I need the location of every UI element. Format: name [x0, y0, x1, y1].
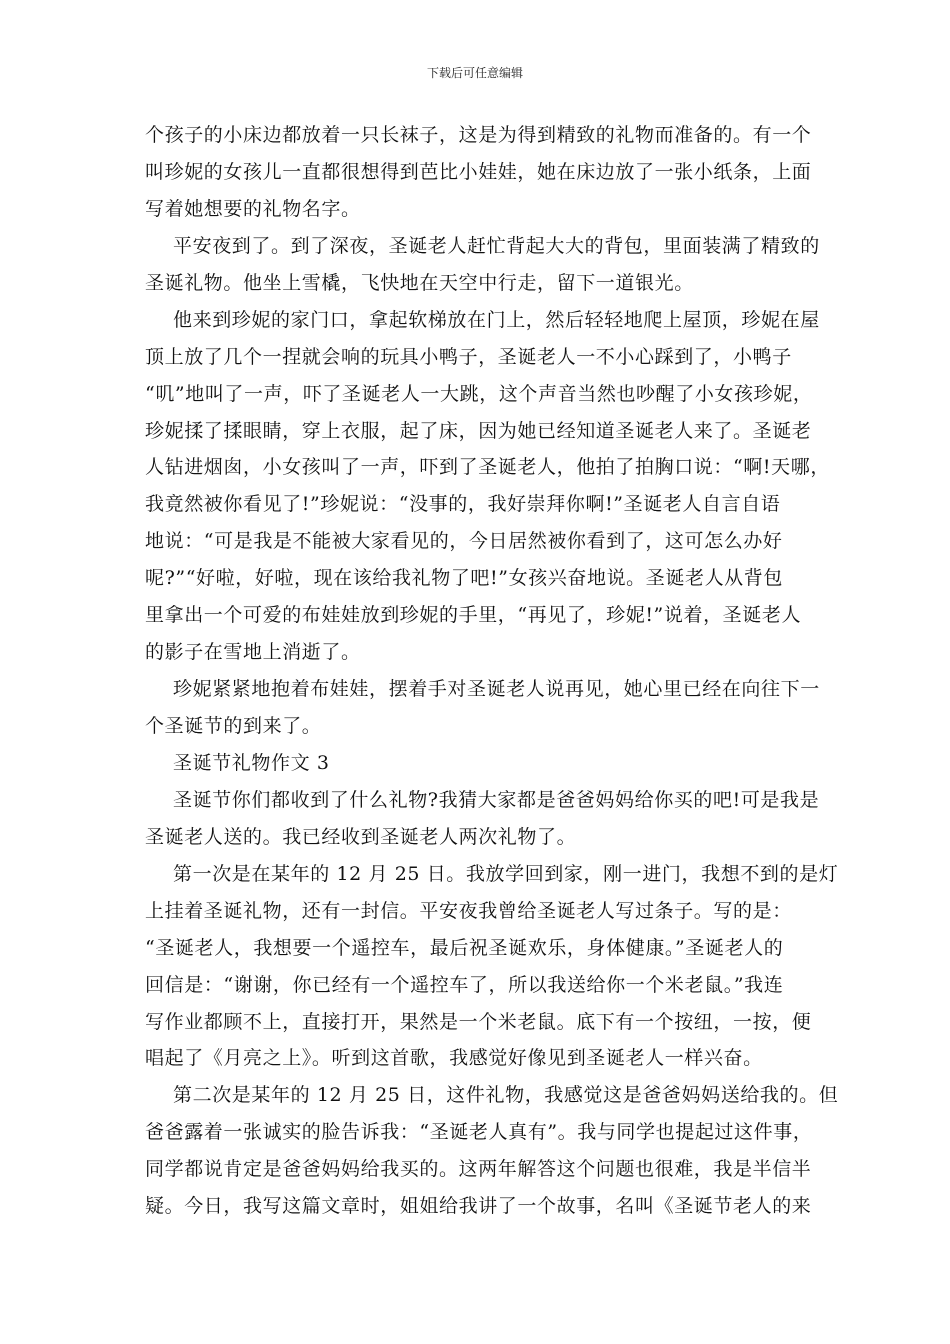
text-line: 写作业都顾不上，直接打开，果然是一个米老鼠。底下有一个按纽，一按，便 [145, 1010, 812, 1033]
text-line: 上挂着圣诞礼物，还有一封信。平安夜我曾给圣诞老人写过条子。写的是： [145, 899, 792, 922]
text-line: 的影子在雪地上消逝了。 [145, 641, 361, 664]
text-line: 写着她想要的礼物名字。 [145, 197, 361, 220]
text-line: 圣诞节礼物作文 3 [173, 751, 330, 774]
text-line: 疑。今日，我写这篇文章时，姐姐给我讲了一个故事，名叫《圣诞节老人的来 [145, 1195, 812, 1218]
text-line: 唱起了《月亮之上》。听到这首歌，我感觉好像见到圣诞老人一样兴奋。 [145, 1047, 763, 1070]
text-line: 人钻进烟囱，小女孩叫了一声，吓到了圣诞老人，他拍了拍胸口说：“啊!天哪， [145, 456, 830, 479]
text-line: 个圣诞节的到来了。 [145, 715, 322, 737]
text-line: 平安夜到了。到了深夜，圣诞老人赶忙背起大大的背包，里面装满了精致的 [173, 234, 820, 257]
text-line: 同学都说肯定是爸爸妈妈给我买的。这两年解答这个问题也很难，我是半信半 [145, 1158, 812, 1181]
text-line: 珍妮紧紧地抱着布娃娃，摆着手对圣诞老人说再见，她心里已经在向往下一 [173, 678, 820, 701]
text-line: 呢?”“好啦，好啦，现在该给我礼物了吧!”女孩兴奋地说。圣诞老人从背包 [145, 567, 783, 590]
text-line: 顶上放了几个一捏就会响的玩具小鸭子，圣诞老人一不小心踩到了，小鸭子 [145, 345, 792, 368]
text-line: 爸爸露着一张诚实的脸告诉我：“圣诞老人真有”。我与同学也提起过这件事， [145, 1121, 813, 1144]
document-body [145, 117, 839, 1225]
page-header: 下载后可任意编辑 [426, 66, 523, 80]
text-line: “叽”地叫了一声，吓了圣诞老人一大跳，这个声音当然也吵醒了小女孩珍妮， [145, 382, 813, 405]
text-line: 个孩子的小床边都放着一只长袜子，这是为得到精致的礼物而准备的。有一个 [145, 124, 812, 146]
text-line: 圣诞老人送的。我已经收到圣诞老人两次礼物了。 [145, 825, 577, 848]
text-line: 圣诞礼物。他坐上雪橇，飞快地在天空中行走，留下一道银光。 [145, 271, 694, 294]
text-line: 里拿出一个可爱的布娃娃放到珍妮的手里，“再见了，珍妮!”说着，圣诞老人 [145, 604, 802, 627]
text-line: 我竟然被你看见了!”珍妮说：“没事的，我好崇拜你啊!”圣诞老人自言自语 [145, 493, 781, 516]
text-line: 第一次是在某年的 12 月 25 日。我放学回到家，刚一进门，我想不到的是灯 [173, 862, 839, 885]
text-line: 回信是：“谢谢，你已经有一个遥控车了，所以我送给你一个米老鼠。”我连 [145, 973, 784, 996]
text-line: “圣诞老人，我想要一个遥控车，最后祝圣诞欢乐，身体健康。”圣诞老人的 [145, 936, 784, 959]
text-line: 他来到珍妮的家门口，拿起软梯放在门上，然后轻轻地爬上屋顶，珍妮在屋 [173, 308, 820, 331]
text-line: 圣诞节你们都收到了什么礼物?我猜大家都是爸爸妈妈给你买的吧!可是我是 [173, 788, 820, 811]
text-line: 第二次是某年的 12 月 25 日，这件礼物，我感觉这是爸爸妈妈送给我的。但 [173, 1084, 839, 1107]
text-line: 叫珍妮的女孩儿一直都很想得到芭比小娃娃，她在床边放了一张小纸条，上面 [145, 160, 812, 183]
text-line: 珍妮揉了揉眼睛，穿上衣服，起了床，因为她已经知道圣诞老人来了。圣诞老 [145, 419, 812, 442]
text-line: 地说：“可是我是不能被大家看见的，今日居然被你看到了，这可怎么办好 [145, 530, 783, 553]
